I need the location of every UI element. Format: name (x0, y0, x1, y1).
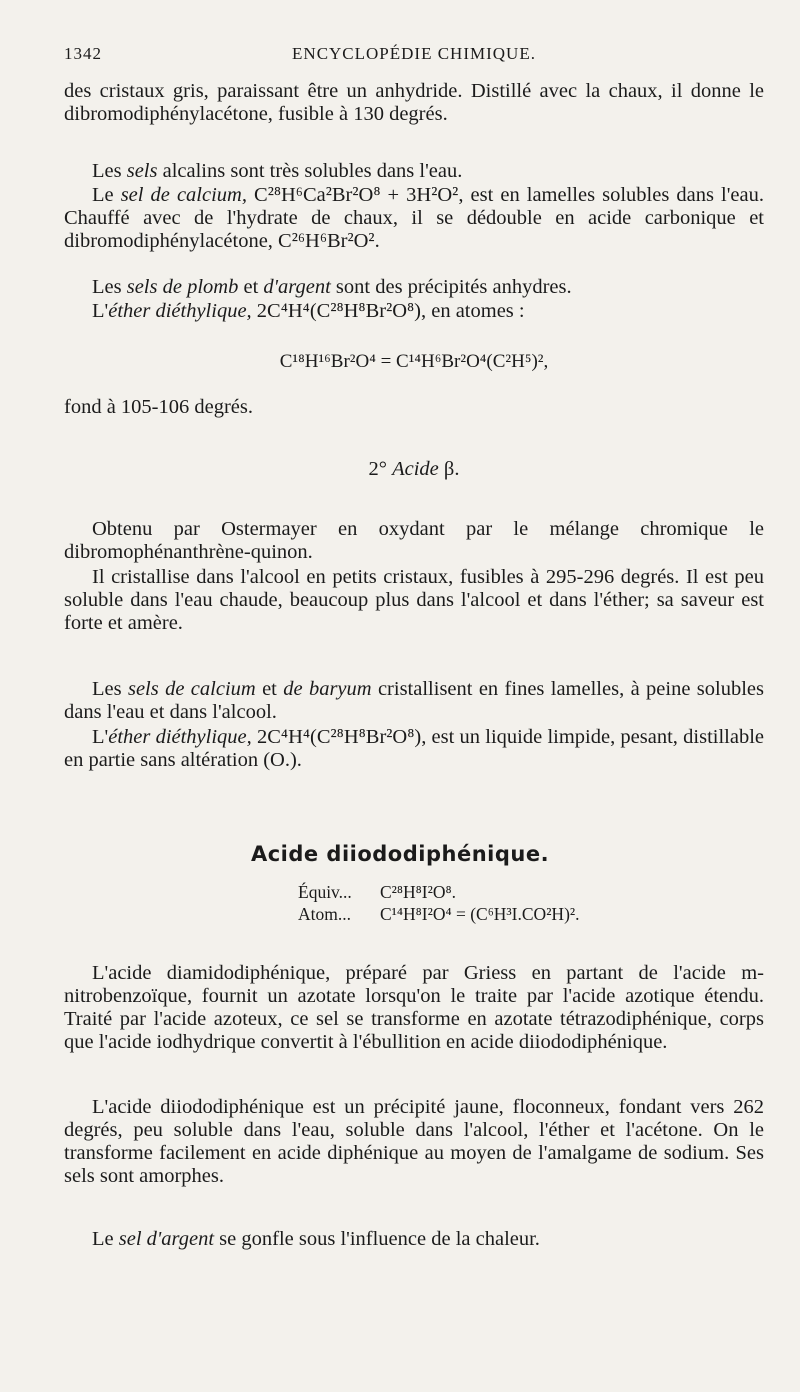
italic-term: sel d'argent (118, 1228, 215, 1250)
paragraph-lead-silver-salts: Les sels de plomb et d'argent sont des précipités anhydres. (92, 276, 572, 298)
running-title: ENCYCLOPÉDIE CHIMIQUE. (292, 44, 536, 63)
section-heading: Acide diiododiphénique. (250, 842, 550, 866)
italic-term: éther diéthylique, (108, 300, 252, 322)
paragraph-ostermayer: Obtenu par Ostermayer en oxydant par le mélange chromique le dibromophénanthrène-quinon. (64, 518, 764, 563)
paragraph-crystallisation: Il cristallise dans l'alcool en petits cristaux, fusibles à 295-296 degrés. Il est peu soluble dans l'eau chaude, beaucoup plus dans l'alcool et dans l'éther; sa saveur est forte et amère. (64, 566, 764, 634)
italic-term: sel de calcium, (120, 184, 247, 206)
paragraph-melting: fond à 105-106 degrés. (64, 396, 254, 418)
italic-term: de baryum (283, 678, 372, 700)
italic-term: d'argent (263, 276, 331, 298)
paragraph-calcium-barium: Les sels de calcium et de baryum cristallisent en fines lamelles, à peine solubles dans l'eau et dans l'alcool. (64, 678, 764, 723)
paragraph-properties: L'acide diiododiphénique est un précipité jaune, floconneux, fondant vers 262 degrés, peu soluble dans l'eau, soluble dans l'alcool, l'éther et l'acétone. On le transforme facilement en acide diphénique au moyen de l'amalgame de sodium. Ses sels sont amorphes. (64, 1096, 764, 1187)
paragraph-alkaline-salts: Les sels alcalins sont très solubles dans l'eau. (92, 160, 463, 182)
paragraph-ether-beta: L'éther diéthylique, 2C⁴H⁴(C²⁸H⁸Br²O⁸), est un liquide limpide, pesant, distillable en partie sans altération (O.). (64, 726, 765, 771)
italic-term: sels de plomb (126, 276, 239, 298)
formula-atom: Atom... C¹⁴H⁸I²O⁴ = (C⁶H³I.CO²H)². (298, 904, 580, 924)
paragraph-calcium-salt: Le sel de calcium, C²⁸H⁶Ca²Br²O⁸ + 3H²O², est en lamelles solubles dans l'eau. Chauffé avec de l'hydrate de chaux, il se dédouble en acide carbonique et dibromodiphénylacétone, C²⁶H⁶Br²O². (64, 184, 764, 252)
italic-term: sels de calcium (127, 678, 256, 700)
paragraph-distillation: des cristaux gris, paraissant être un anhydride. Distillé avec la chaux, il donne le dibromodiphénylacétone, fusible à 130 degrés. (64, 80, 764, 125)
paragraph-griess: L'acide diamidodiphénique, préparé par Griess en partant de l'acide m-nitrobenzoïque, fournit un azotate lorsqu'on le traite par l'acide azotique étendu. Traité par l'acide azoteux, ce sel se transforme en azotate tétrazodiphénique, corps que l'acide iodhydrique convertit à l'ébullition en acide diiododiphénique. (64, 962, 764, 1053)
italic-term: sels (126, 160, 158, 182)
italic-term: éther diéthylique, (108, 726, 252, 748)
formula-equiv: Équiv... C²⁸H⁸I²O⁸. (298, 882, 456, 902)
formula-ether: C¹⁸H¹⁶Br²O⁴ = C¹⁴H⁶Br²O⁴(C²H⁵)², (279, 351, 549, 372)
page-number: 1342 (64, 44, 102, 63)
subheading-acide-beta: 2° Acide β. (368, 458, 460, 480)
running-header (64, 44, 764, 70)
italic-term: Acide (392, 458, 439, 480)
paragraph-silver-salt: Le sel d'argent se gonfle sous l'influence de la chaleur. (92, 1228, 540, 1250)
paragraph-ether: L'éther diéthylique, 2C⁴H⁴(C²⁸H⁸Br²O⁸), en atomes : (92, 300, 525, 322)
